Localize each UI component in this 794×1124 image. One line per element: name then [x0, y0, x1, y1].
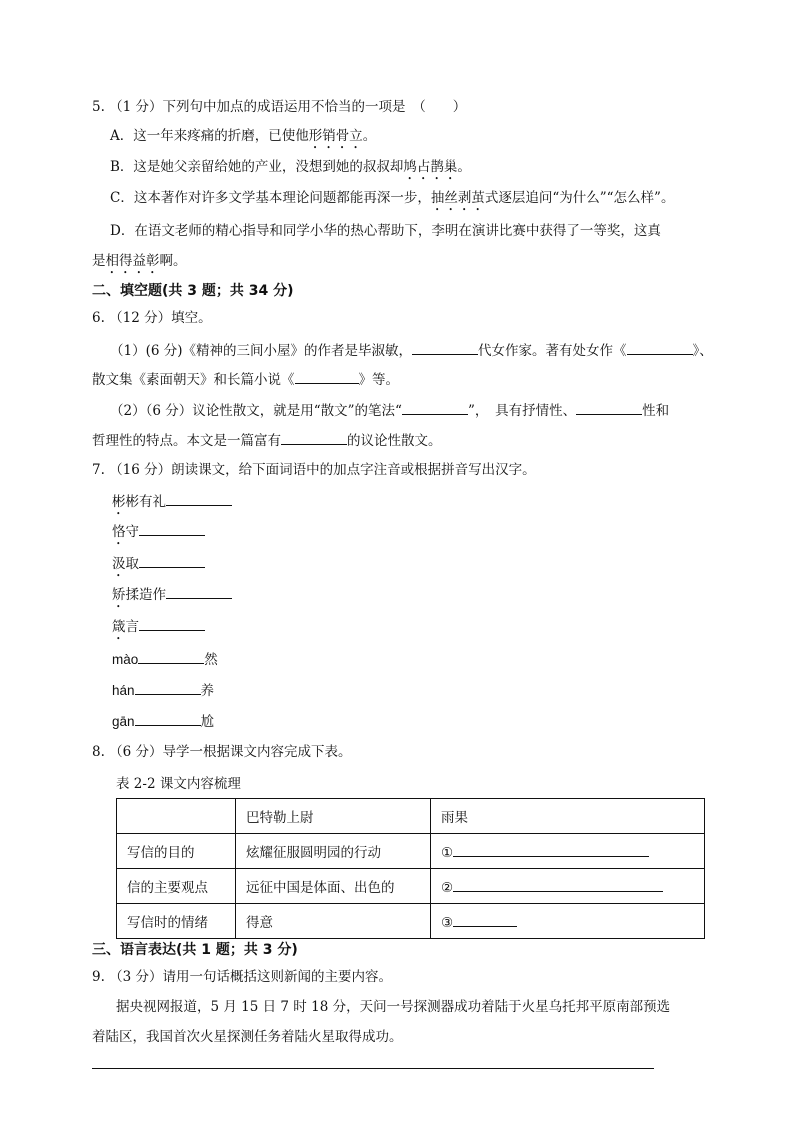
q9-news-line: 着陆区，我国首次火星探测任务着陆火星取得成功。	[92, 1029, 403, 1045]
text: 性和	[642, 403, 670, 419]
pinyin: hán	[112, 683, 135, 698]
option-text: 。	[362, 128, 377, 144]
word-rest: 取	[125, 556, 139, 572]
q7-stem: 7. （16 分）朗读课文，给下面词语中的加点字注音或根据拼音写出汉字。	[92, 462, 536, 478]
option-text: C．这本著作对许多文学基本理论问题都能再深一步，	[110, 190, 431, 206]
fill-blank[interactable]	[135, 711, 201, 726]
fill-blank[interactable]	[453, 912, 517, 927]
fill-blank[interactable]	[412, 340, 478, 355]
row-label: 信的主要观点	[117, 869, 236, 904]
fill-blank[interactable]	[139, 521, 205, 536]
q6-part1	[110, 340, 713, 361]
option-text: 。	[457, 159, 471, 175]
butler-cell: 得意	[236, 904, 431, 939]
hugo-cell	[431, 869, 705, 904]
fill-blank[interactable]	[453, 842, 649, 857]
table-row	[117, 904, 705, 939]
q9-news-line: 据央视网报道，5 月 15 日 7 时 18 分，天问一号探测器成功着陆于火星乌托邦平原南部预选	[116, 999, 671, 1015]
q8-stem: 8. （6 分）导学一根据课文内容完成下表。	[92, 744, 352, 760]
dotted-char: 恪	[112, 524, 126, 540]
fill-blank[interactable]	[139, 553, 205, 568]
q7-pinyin-item	[112, 711, 214, 732]
header-cell: 雨果	[431, 799, 705, 834]
fill-blank[interactable]	[281, 430, 347, 445]
option-text: 啊。	[159, 253, 187, 269]
fill-blank[interactable]	[166, 491, 232, 506]
q6-stem: 6. （12 分）填空。	[92, 310, 212, 326]
q5-option-d-cont	[92, 251, 187, 277]
word-rest: 守	[125, 524, 139, 540]
fill-blank[interactable]	[402, 400, 468, 415]
row-label: 写信的目的	[117, 834, 236, 869]
option-text: 是	[92, 253, 106, 269]
q6-part2	[110, 400, 669, 421]
fill-blank[interactable]	[627, 340, 693, 355]
dotted-char: 矫	[112, 587, 126, 603]
option-text: B．这是她父亲留给她的产业，没想到她的叔叔却	[110, 159, 404, 175]
fill-blank[interactable]	[135, 680, 201, 695]
q7-item	[112, 491, 232, 518]
fill-blank[interactable]	[166, 584, 232, 599]
char: 尬	[200, 714, 215, 730]
q5-stem: 5. （1 分）下列句中加点的成语运用不恰当的一项是 （ ）	[92, 99, 467, 115]
fill-blank[interactable]	[295, 369, 359, 384]
text: （2）（6 分）议论性散文，就是用“散文”的笔法“	[110, 403, 402, 419]
text: 哲理性的特点。本文是一篇富有	[92, 433, 281, 449]
q7-item	[112, 616, 205, 643]
fill-blank[interactable]	[453, 877, 663, 892]
table-row	[117, 834, 705, 869]
fill-blank[interactable]	[139, 616, 205, 631]
word-rest: 揉造作	[125, 587, 166, 603]
pinyin: gān	[112, 714, 135, 729]
text: ”， 具有抒情性、	[467, 403, 577, 419]
q6-part1-cont	[92, 369, 399, 390]
dotted-idiom: 形销骨立	[308, 128, 363, 144]
dotted-idiom: 抽丝剥茧	[430, 190, 485, 206]
text: 》、	[692, 343, 713, 359]
q5-option-a[interactable]	[110, 126, 376, 152]
q7-item	[112, 521, 205, 548]
q6-part2-cont	[92, 430, 442, 451]
char: 养	[200, 683, 215, 699]
table-header-row	[117, 799, 705, 834]
dotted-idiom: 鸠占鹊巢	[403, 159, 458, 175]
q9-stem: 9. （3 分）请用一句话概括这则新闻的主要内容。	[92, 969, 393, 985]
q7-item	[112, 553, 205, 580]
dotted-idiom: 相得益彰	[105, 253, 160, 269]
text: （1）(6 分)《精神的三间小屋》的作者是毕淑敏，	[110, 343, 413, 359]
header-cell: 巴特勒上尉	[236, 799, 431, 834]
text: 的议论性散文。	[347, 433, 442, 449]
butler-cell: 远征中国是体面、出色的	[236, 869, 431, 904]
header-cell	[117, 799, 236, 834]
pinyin: mào	[112, 652, 139, 667]
q7-pinyin-item	[112, 680, 214, 701]
butler-cell: 炫耀征服圆明园的行动	[236, 834, 431, 869]
word-rest: 言	[125, 619, 139, 635]
word-rest: 彬有礼	[125, 494, 166, 510]
hugo-cell	[431, 834, 705, 869]
content-table	[116, 798, 705, 939]
dotted-char: 箴	[112, 619, 126, 635]
fill-blank[interactable]	[138, 649, 204, 664]
q5-option-c[interactable]	[110, 188, 674, 214]
row-label: 写信时的情绪	[117, 904, 236, 939]
section-3-title: 三、语言表达(共 1 题；共 3 分)	[92, 942, 298, 958]
option-text: 式逐层追问“为什么”“怎么样”。	[484, 190, 675, 206]
dotted-char: 彬	[112, 494, 126, 510]
char: 然	[204, 652, 218, 668]
option-text: A．这一年来疼痛的折磨，已使他	[110, 128, 309, 144]
q7-pinyin-item	[112, 649, 218, 670]
table-caption: 表 2-2 课文内容梳理	[116, 776, 241, 792]
q5-option-b[interactable]	[110, 157, 471, 183]
q7-item	[112, 584, 232, 611]
circled-number: ②	[441, 879, 454, 896]
hugo-cell	[431, 904, 705, 939]
q5-option-d[interactable]: D．在语文老师的精心指导和同学小华的热心帮助下，李明在演讲比赛中获得了一等奖，这真	[110, 223, 661, 239]
text: 》等。	[358, 372, 399, 388]
circled-number: ①	[441, 844, 454, 861]
section-2-title: 二、填空题(共 3 题；共 34 分)	[92, 283, 294, 299]
text: 散文集《素面朝天》和长篇小说《	[92, 372, 295, 388]
answer-line[interactable]	[92, 1068, 654, 1069]
circled-number: ③	[441, 914, 454, 931]
table-row	[117, 869, 705, 904]
dotted-char: 汲	[112, 556, 126, 572]
text: 代女作家。著有处女作《	[478, 343, 627, 359]
fill-blank[interactable]	[576, 400, 642, 415]
